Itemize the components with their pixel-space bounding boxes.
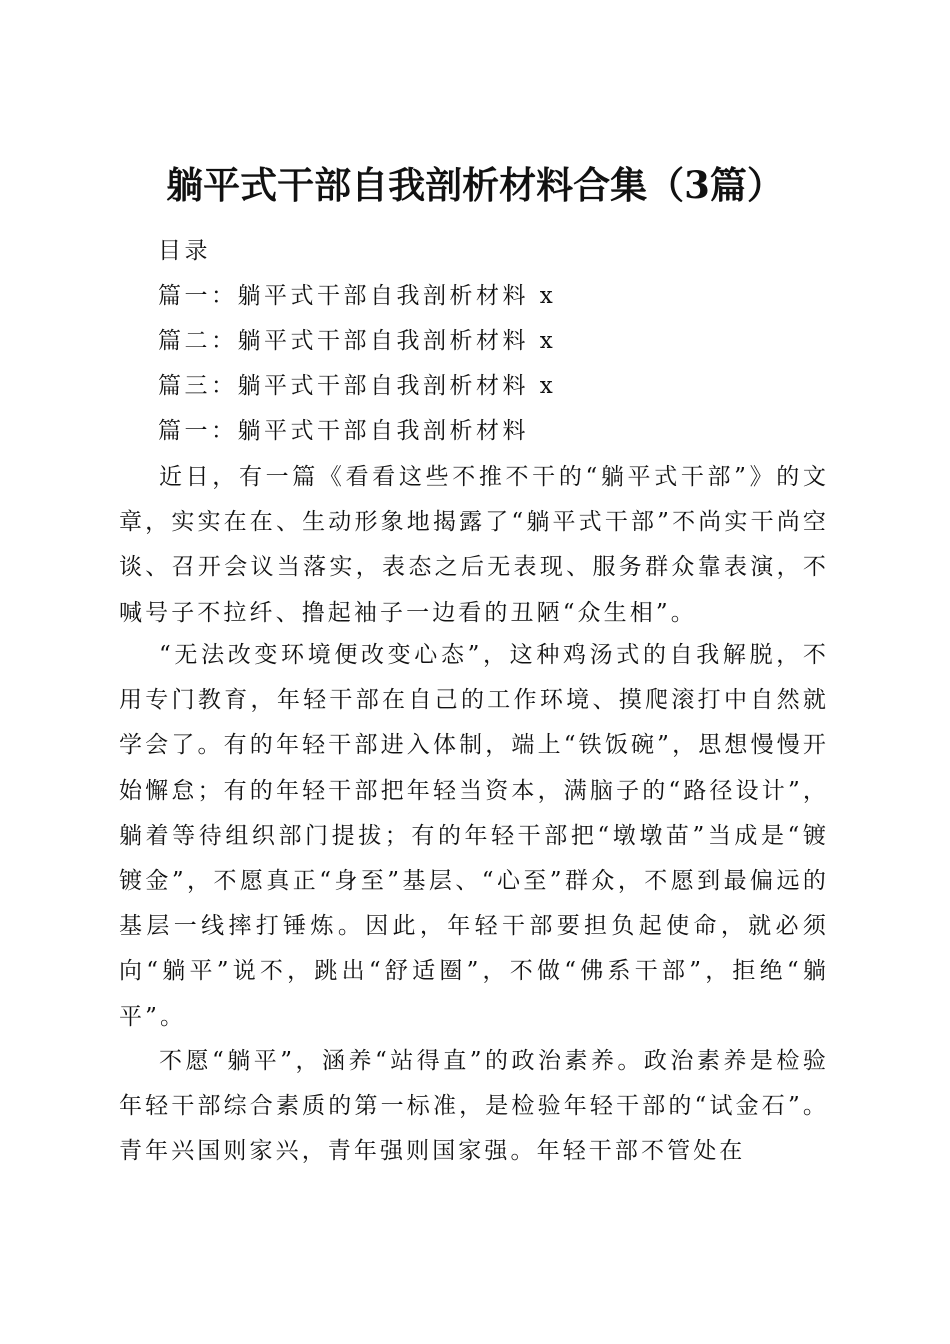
body-paragraph-1: 近日，有一篇《看看这些不推不干的“躺平式干部”》的文章，实实在在、生动形象地揭露了“躺平式干部”不尚实干尚空谈、召开会议当落实，表态之后无表现、服务群众靠表演，不喊号子不拉纤、撸起袖子一边看的丑陋“众生相”。: [119, 464, 829, 626]
body-paragraph-3: 不愿“躺平”，涵养“站得直”的政治素养。政治素养是检验年轻干部综合素质的第一标准，是检验年轻干部的“试金石”。青年兴国则家兴，青年强则国家强。年轻干部不管处在: [119, 1048, 829, 1165]
toc-item-1[interactable]: 篇一：躺平式干部自我剖析材料 x: [158, 283, 557, 309]
toc-item-3[interactable]: 篇三：躺平式干部自我剖析材料 x: [158, 373, 557, 399]
body-paragraph-2: “无法改变环境便改变心态”，这种鸡汤式的自我解脱，不用专门教育，年轻干部在自己的工作环境、摸爬滚打中自然就学会了。有的年轻干部进入体制，端上“铁饭碗”，思想慢慢开始懈怠；有的年轻干部把年轻当资本，满脑子的“路径设计”，躺着等待组织部门提拔；有的年轻干部把“墩墩苗”当成是“镀镀金”，不愿真正“身至”基层、“心至”群众，不愿到最偏远的基层一线摔打锤炼。因此，年轻干部要担负起使命，就必须向“躺平”说不，跳出“舒适圈”，不做“佛系干部”，拒绝“躺平”。: [119, 642, 829, 1030]
document-title: 躺平式干部自我剖析材料合集（3篇）: [166, 162, 784, 207]
table-of-contents: [158, 232, 838, 457]
section-heading: 篇一：躺平式干部自我剖析材料: [158, 418, 529, 444]
toc-heading: 目录: [158, 238, 211, 264]
toc-item-2[interactable]: 篇二：躺平式干部自我剖析材料 x: [158, 328, 557, 354]
